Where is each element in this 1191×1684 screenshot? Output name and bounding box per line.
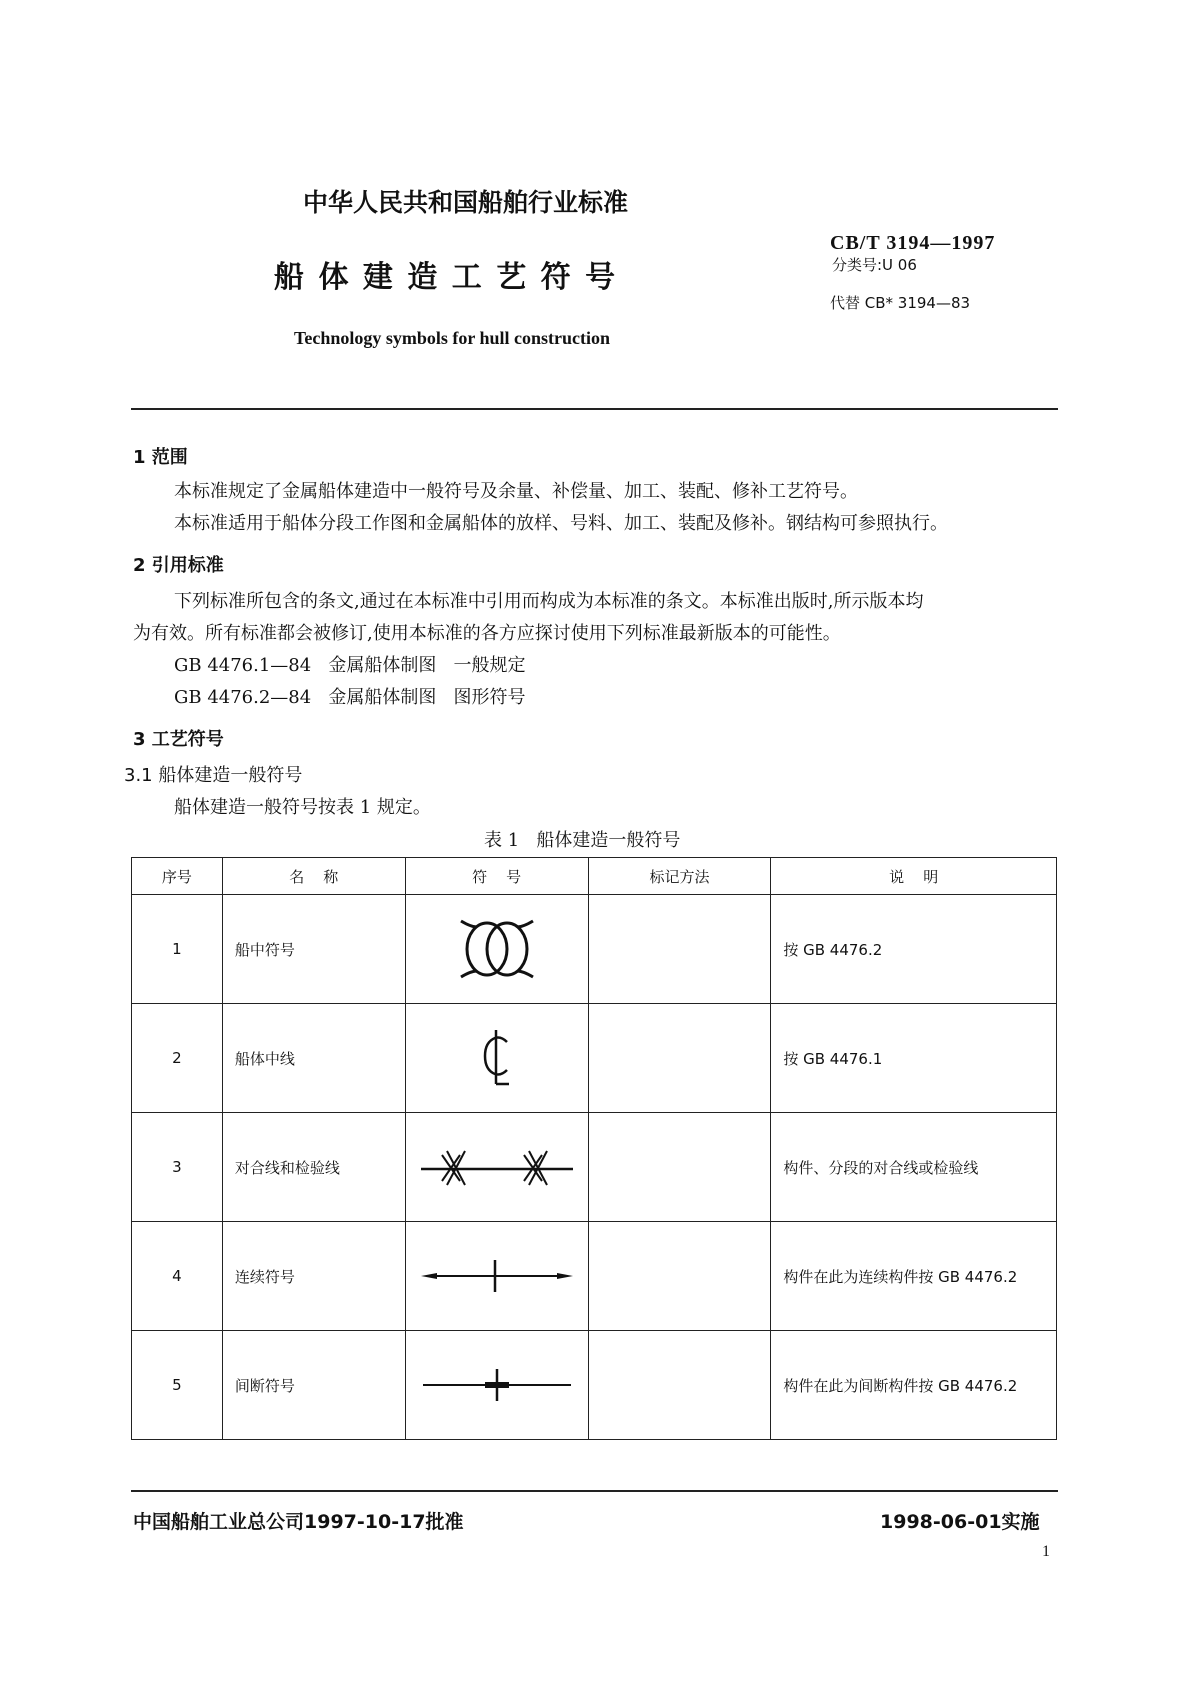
row-description: 构件在此为间断构件按 GB 4476.2 — [771, 1331, 1057, 1440]
row-name: 船体中线 — [222, 1004, 405, 1113]
row-description: 构件、分段的对合线或检验线 — [771, 1113, 1057, 1222]
section-2-paragraph-line-1: 下列标准所包含的条文,通过在本标准中引用而构成为本标准的条文。本标准出版时,所示版本均 — [174, 591, 924, 612]
row-name: 连续符号 — [222, 1222, 405, 1331]
org-title: 中华人民共和国船舶行业标准 — [303, 188, 629, 217]
standard-number — [830, 230, 995, 255]
section-1-heading: 1 范围 — [133, 447, 188, 468]
row-symbol-cell — [405, 1113, 588, 1222]
row-marking-method — [588, 1113, 771, 1222]
section-3-1-heading: 3.1 船体建造一般符号 — [124, 765, 303, 786]
row-number: 2 — [132, 1004, 223, 1113]
table-row — [132, 1222, 1057, 1331]
row-symbol-cell — [405, 895, 588, 1004]
row-number: 5 — [132, 1331, 223, 1440]
standard-number-text: CB/T 3194—1997 — [830, 232, 996, 254]
classification-number: 分类号:U 06 — [832, 256, 917, 274]
continuous-symbol-icon — [417, 1256, 577, 1296]
table-caption: 表 1 船体建造一般符号 — [484, 830, 681, 851]
table-row — [132, 1113, 1057, 1222]
table-row — [132, 1331, 1057, 1440]
header-serial: 序号 — [132, 858, 223, 895]
header-symbol: 符 号 — [405, 858, 588, 895]
approval-statement: 中国船舶工业总公司1997-10-17批准 — [133, 1511, 464, 1533]
table-header-row — [132, 858, 1057, 895]
header-description: 说 明 — [771, 858, 1057, 895]
row-description: 按 GB 4476.1 — [771, 1004, 1057, 1113]
row-number: 1 — [132, 895, 223, 1004]
section-3-1-paragraph: 船体建造一般符号按表 1 规定。 — [174, 797, 431, 818]
intercostal-symbol-icon — [417, 1365, 577, 1405]
row-description: 按 GB 4476.2 — [771, 895, 1057, 1004]
section-1-paragraph-1: 本标准规定了金属船体建造中一般符号及余量、补偿量、加工、装配、修补工艺符号。 — [174, 481, 858, 502]
header-marking-method: 标记方法 — [588, 858, 771, 895]
reference-gb4476-1: GB 4476.1—84 金属船体制图 一般规定 — [174, 655, 526, 676]
row-number: 3 — [132, 1113, 223, 1222]
row-marking-method — [588, 1331, 771, 1440]
row-marking-method — [588, 895, 771, 1004]
centerline-symbol-icon — [477, 1026, 517, 1090]
page-number: 1 — [1042, 1543, 1050, 1560]
header-name: 名 称 — [222, 858, 405, 895]
document-title-cn: 船 体 建 造 工 艺 符 号 — [274, 260, 618, 295]
check-line-symbol-icon — [417, 1143, 577, 1191]
row-number: 4 — [132, 1222, 223, 1331]
midship-symbol-icon — [457, 913, 537, 985]
row-marking-method — [588, 1222, 771, 1331]
row-name: 船中符号 — [222, 895, 405, 1004]
row-symbol-cell — [405, 1004, 588, 1113]
replaces-standard: 代替 CB* 3194—83 — [830, 294, 971, 312]
section-2-paragraph-line-2: 为有效。所有标准都会被修订,使用本标准的各方应探讨使用下列标准最新版本的可能性。 — [133, 623, 841, 644]
reference-gb4476-2: GB 4476.2—84 金属船体制图 图形符号 — [174, 687, 526, 708]
document-title-en: Technology symbols for hull construction — [294, 328, 611, 348]
symbols-table — [131, 857, 1057, 1440]
table-row — [132, 1004, 1057, 1113]
footer-divider — [131, 1490, 1058, 1492]
row-name: 间断符号 — [222, 1331, 405, 1440]
section-1-paragraph-2: 本标准适用于船体分段工作图和金属船体的放样、号料、加工、装配及修补。钢结构可参照执行。 — [174, 513, 948, 534]
row-marking-method — [588, 1004, 771, 1113]
section-2-heading: 2 引用标准 — [133, 555, 224, 576]
effective-date: 1998-06-01实施 — [880, 1511, 1040, 1533]
row-name: 对合线和检验线 — [222, 1113, 405, 1222]
row-description: 构件在此为连续构件按 GB 4476.2 — [771, 1222, 1057, 1331]
table-row — [132, 895, 1057, 1004]
row-symbol-cell — [405, 1222, 588, 1331]
section-3-heading: 3 工艺符号 — [133, 729, 224, 750]
header-divider — [131, 408, 1058, 410]
row-symbol-cell — [405, 1331, 588, 1440]
